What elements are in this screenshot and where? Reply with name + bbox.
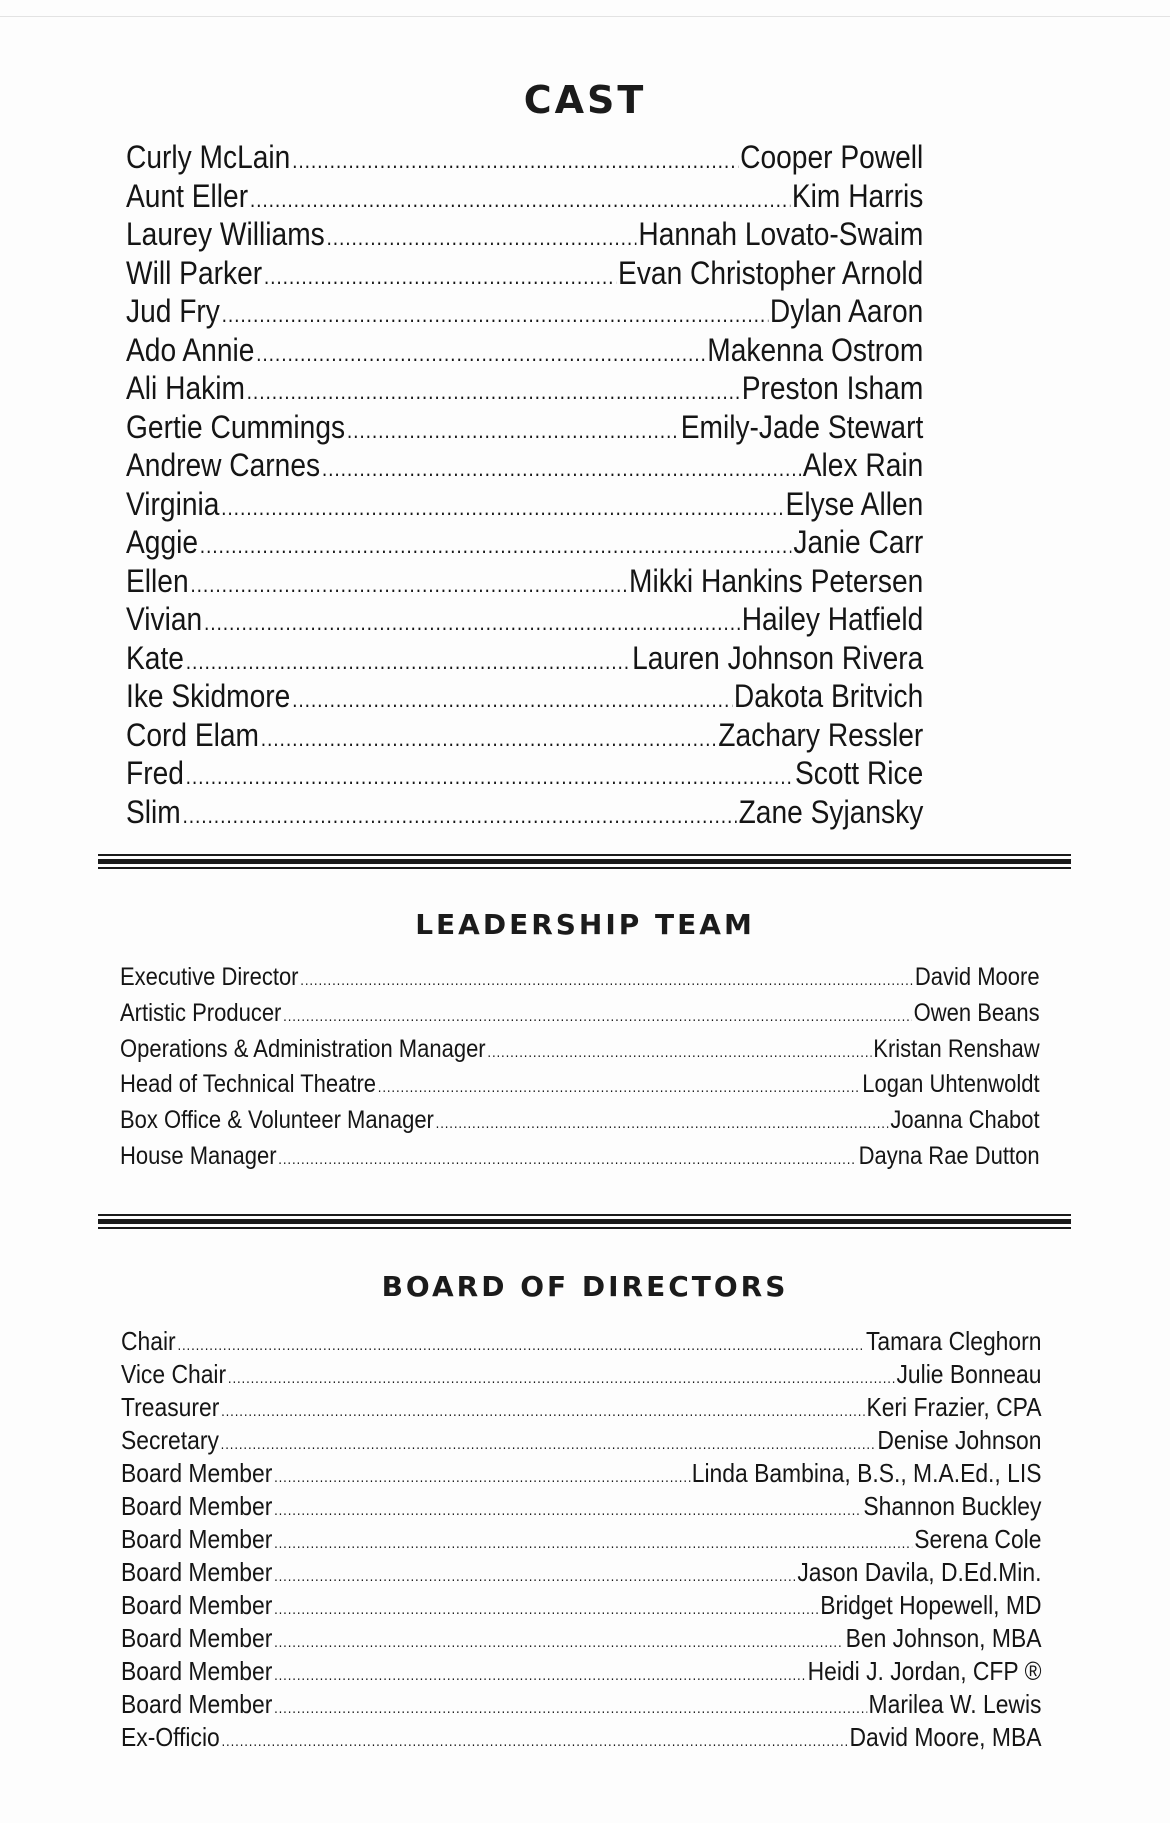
board-person-name: Serena Cole: [914, 1524, 1042, 1554]
cast-person-name: Evan Christopher Arnold: [618, 254, 924, 291]
board-person-name: Tamara Cleghorn: [865, 1326, 1042, 1356]
leadership-team-heading: LEADERSHIP TEAM: [415, 908, 755, 941]
leadership-row: [120, 996, 1040, 1032]
board-person-name: Keri Frazier, CPA: [866, 1392, 1042, 1422]
cast-role: Ike Skidmore: [126, 678, 291, 714]
board-role: Board Member: [121, 1590, 273, 1620]
leadership-team-list: [120, 960, 1040, 1175]
board-role: Vice Chair: [121, 1359, 227, 1389]
board-person-name: Ben Johnson, MBA: [845, 1623, 1042, 1653]
dot-leader: [300, 960, 913, 999]
cast-role: Andrew Carnes: [126, 447, 321, 483]
cast-person-name: Lauren Johnson Rivera: [632, 639, 924, 676]
cast-role: Virginia: [126, 485, 220, 522]
cast-person-name: Cooper Powell: [740, 139, 924, 175]
leadership-person-name: Joanna Chabot: [890, 1106, 1040, 1135]
cast-person-name: Scott Rice: [794, 755, 924, 791]
dot-leader: [292, 138, 738, 181]
cast-row: [126, 485, 923, 524]
cast-role: Gertie Cummings: [126, 408, 346, 445]
cast-person-name: Alex Rain: [802, 447, 924, 483]
board-row: [121, 1424, 1041, 1457]
cast-row: [126, 754, 923, 793]
leadership-role: Box Office & Volunteer Manager: [120, 1106, 434, 1135]
board-role: Board Member: [121, 1557, 273, 1587]
cast-role: Kate: [126, 639, 184, 676]
cast-role: Slim: [126, 793, 181, 830]
leadership-role: Operations & Administration Manager: [120, 1034, 486, 1063]
leadership-row: [120, 1032, 1040, 1068]
dot-leader: [378, 1067, 861, 1106]
board-row: [121, 1622, 1041, 1655]
leadership-row: [120, 1067, 1040, 1103]
leadership-role: Executive Director: [120, 963, 299, 991]
dot-leader: [326, 215, 636, 258]
cast-role: Aggie: [126, 524, 199, 560]
board-row: [121, 1490, 1041, 1523]
board-row: [121, 1391, 1041, 1424]
cast-role: Laurey Williams: [126, 216, 325, 252]
dot-leader: [200, 523, 792, 566]
dot-leader: [347, 408, 679, 451]
page-top-edge: [0, 16, 1170, 17]
cast-role: Curly McLain: [126, 139, 291, 175]
cast-person-name: Dylan Aaron: [769, 293, 924, 329]
cast-row: [126, 677, 923, 716]
cast-person-name: Makenna Ostrom: [707, 331, 924, 368]
dot-leader: [247, 369, 740, 412]
cast-row: [126, 254, 923, 293]
cast-role: Aunt Eller: [126, 177, 249, 214]
dot-leader: [322, 446, 801, 489]
cast-row: [126, 408, 923, 447]
board-row: [121, 1589, 1041, 1622]
cast-row: [126, 177, 923, 216]
dot-leader: [221, 1391, 865, 1428]
cast-row: [126, 562, 923, 601]
dot-leader: [190, 562, 627, 605]
board-person-name: Shannon Buckley: [863, 1491, 1042, 1521]
board-role: Board Member: [121, 1623, 273, 1653]
dot-leader: [292, 677, 732, 720]
cast-person-name: Hailey Hatfield: [741, 601, 924, 637]
cast-person-name: Elyse Allen: [785, 485, 924, 522]
leadership-person-name: Logan Uhtenwoldt: [862, 1070, 1040, 1099]
cast-role: Jud Fry: [126, 293, 220, 329]
board-row: [121, 1721, 1041, 1754]
dot-leader: [261, 716, 717, 759]
board-role: Secretary: [121, 1425, 219, 1455]
dot-leader: [274, 1556, 795, 1593]
cast-row: [126, 292, 923, 331]
cast-person-name: Emily-Jade Stewart: [680, 408, 924, 445]
cast-person-name: Janie Carr: [793, 524, 924, 560]
dot-leader: [221, 485, 784, 528]
cast-person-name: Preston Isham: [741, 370, 924, 406]
board-row: [121, 1358, 1041, 1391]
dot-leader: [228, 1358, 895, 1395]
board-role: Board Member: [121, 1491, 273, 1521]
board-person-name: Bridget Hopewell, MD: [820, 1590, 1042, 1620]
board-of-directors-list: [121, 1325, 1041, 1754]
leadership-role: Head of Technical Theatre: [120, 1070, 377, 1099]
dot-leader: [274, 1523, 912, 1560]
leadership-role: House Manager: [120, 1141, 277, 1170]
board-row: [121, 1325, 1041, 1358]
board-person-name: Jason Davila, D.Ed.Min.: [797, 1557, 1042, 1587]
board-row: [121, 1523, 1041, 1556]
dot-leader: [250, 177, 790, 220]
cast-row: [126, 331, 923, 370]
cast-row: [126, 639, 923, 678]
board-person-name: Marilea W. Lewis: [868, 1689, 1042, 1719]
board-person-name: Denise Johnson: [877, 1425, 1042, 1455]
board-row: [121, 1655, 1041, 1688]
leadership-row: [120, 960, 1040, 996]
dot-leader: [274, 1490, 862, 1527]
dot-leader: [436, 1103, 889, 1142]
cast-row: [126, 138, 923, 177]
cast-row: [126, 600, 923, 639]
cast-row: [126, 716, 923, 755]
cast-row: [126, 793, 923, 832]
leadership-row: [120, 1103, 1040, 1139]
cast-row: [126, 446, 923, 485]
cast-person-name: Zane Syjansky: [738, 793, 924, 830]
cast-list: [126, 138, 923, 831]
cast-role: Cord Elam: [126, 716, 260, 753]
board-role: Board Member: [121, 1656, 273, 1686]
dot-leader: [186, 639, 631, 682]
board-role: Chair: [121, 1326, 176, 1356]
dot-leader: [274, 1655, 806, 1692]
dot-leader: [186, 754, 794, 797]
cast-role: Ellen: [126, 562, 189, 599]
board-row: [121, 1556, 1041, 1589]
cast-role: Fred: [126, 755, 184, 791]
board-role: Board Member: [121, 1458, 273, 1488]
dot-leader: [487, 1032, 871, 1071]
board-row: [121, 1457, 1041, 1490]
dot-leader: [222, 292, 768, 335]
cast-heading: CAST: [523, 78, 647, 122]
cast-row: [126, 523, 923, 562]
cast-role: Ado Annie: [126, 331, 255, 368]
section-divider: [98, 1214, 1071, 1230]
board-of-directors-heading: BOARD OF DIRECTORS: [381, 1270, 789, 1303]
board-person-name: Linda Bambina, B.S., M.A.Ed., LIS: [691, 1458, 1042, 1488]
cast-person-name: Hannah Lovato-Swaim: [638, 216, 924, 252]
dot-leader: [204, 600, 740, 643]
dot-leader: [283, 996, 912, 1035]
board-role: Treasurer: [121, 1392, 220, 1422]
cast-role: Vivian: [126, 601, 203, 637]
board-person-name: Julie Bonneau: [896, 1359, 1042, 1389]
board-person-name: Heidi J. Jordan, CFP ®: [807, 1656, 1042, 1686]
cast-role: Ali Hakim: [126, 370, 245, 406]
dot-leader: [177, 1325, 864, 1362]
leadership-row: [120, 1139, 1040, 1175]
leadership-person-name: Kristan Renshaw: [873, 1034, 1040, 1063]
dot-leader: [264, 254, 616, 297]
cast-person-name: Dakota Britvich: [733, 678, 924, 714]
board-row: [121, 1688, 1041, 1721]
cast-person-name: Mikki Hankins Petersen: [629, 562, 924, 599]
leadership-person-name: David Moore: [914, 963, 1040, 991]
board-role: Ex-Officio: [121, 1722, 220, 1752]
dot-leader: [256, 331, 705, 374]
leadership-person-name: Dayna Rae Dutton: [858, 1141, 1040, 1170]
cast-row: [126, 369, 923, 408]
cast-row: [126, 215, 923, 254]
leadership-role: Artistic Producer: [120, 998, 282, 1027]
dot-leader: [278, 1139, 857, 1178]
dot-leader: [274, 1688, 867, 1725]
dot-leader: [274, 1622, 844, 1659]
dot-leader: [222, 1721, 848, 1758]
cast-role: Will Parker: [126, 254, 263, 291]
leadership-person-name: Owen Beans: [913, 998, 1040, 1027]
dot-leader: [183, 793, 737, 836]
cast-person-name: Kim Harris: [791, 177, 924, 214]
dot-leader: [274, 1457, 690, 1494]
dot-leader: [274, 1589, 818, 1626]
board-person-name: David Moore, MBA: [849, 1722, 1042, 1752]
board-role: Board Member: [121, 1524, 273, 1554]
dot-leader: [221, 1424, 876, 1461]
cast-person-name: Zachary Ressler: [718, 716, 924, 753]
board-role: Board Member: [121, 1689, 273, 1719]
section-divider: [98, 854, 1071, 870]
